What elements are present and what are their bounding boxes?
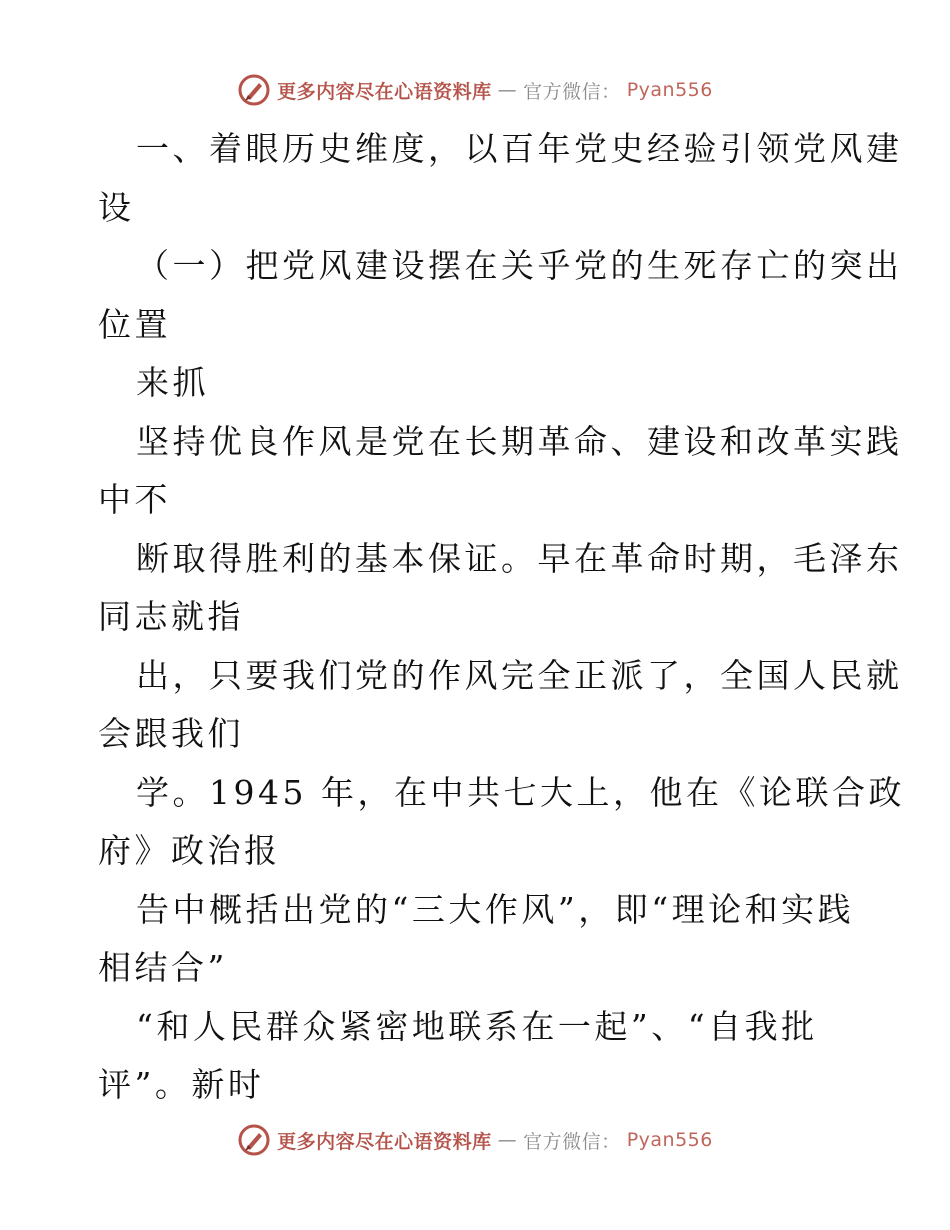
text-line: 告中概括出党的“三大作风”，即“理论和实践: [136, 889, 855, 929]
text-line: 同志就指: [98, 597, 244, 636]
watermark-label: 官方微信：: [523, 80, 621, 103]
footer-watermark: [0, 1120, 950, 1160]
document-body: [98, 120, 905, 1115]
text-line: 位置: [98, 304, 171, 344]
watermark-dash: —: [497, 1129, 518, 1151]
watermark-dash: —: [497, 79, 518, 101]
watermark-id: Pyan556: [626, 79, 713, 101]
text-line: 学。1945 年，在中共七大上，他在《论联合政: [136, 772, 905, 812]
watermark-id: Pyan556: [626, 1129, 713, 1151]
text-line: 出，只要我们党的作风完全正派了，全国人民就: [136, 655, 903, 695]
text-line: 中不: [98, 480, 171, 519]
watermark-brand: 更多内容尽在心语资料库: [277, 1130, 492, 1153]
text-line: 设: [98, 187, 135, 227]
watermark-label: 官方微信：: [523, 1130, 621, 1153]
text-line: 来抓: [136, 363, 209, 402]
text-line: 断取得胜利的基本保证。早在革命时期，毛泽东: [136, 538, 903, 578]
text-line: “和人民群众紧密地联系在一起”、“自我批: [136, 1006, 818, 1046]
text-line: 评”。新时: [98, 1065, 265, 1104]
header-watermark: [0, 70, 950, 110]
text-line: （一）把党风建设摆在关乎党的生死存亡的突出: [136, 246, 903, 285]
pen-logo-icon: [237, 1123, 271, 1157]
pen-logo-icon: [237, 73, 271, 107]
text-line: 府》政治报: [98, 831, 281, 870]
watermark-brand: 更多内容尽在心语资料库: [277, 80, 492, 103]
text-line: 一、着眼历史维度，以百年党史经验引领党风建: [136, 129, 903, 168]
text-line: 坚持优良作风是党在长期革命、建设和改革实践: [136, 421, 903, 461]
text-line: 会跟我们: [98, 714, 244, 753]
text-line: 相结合”: [98, 948, 228, 987]
